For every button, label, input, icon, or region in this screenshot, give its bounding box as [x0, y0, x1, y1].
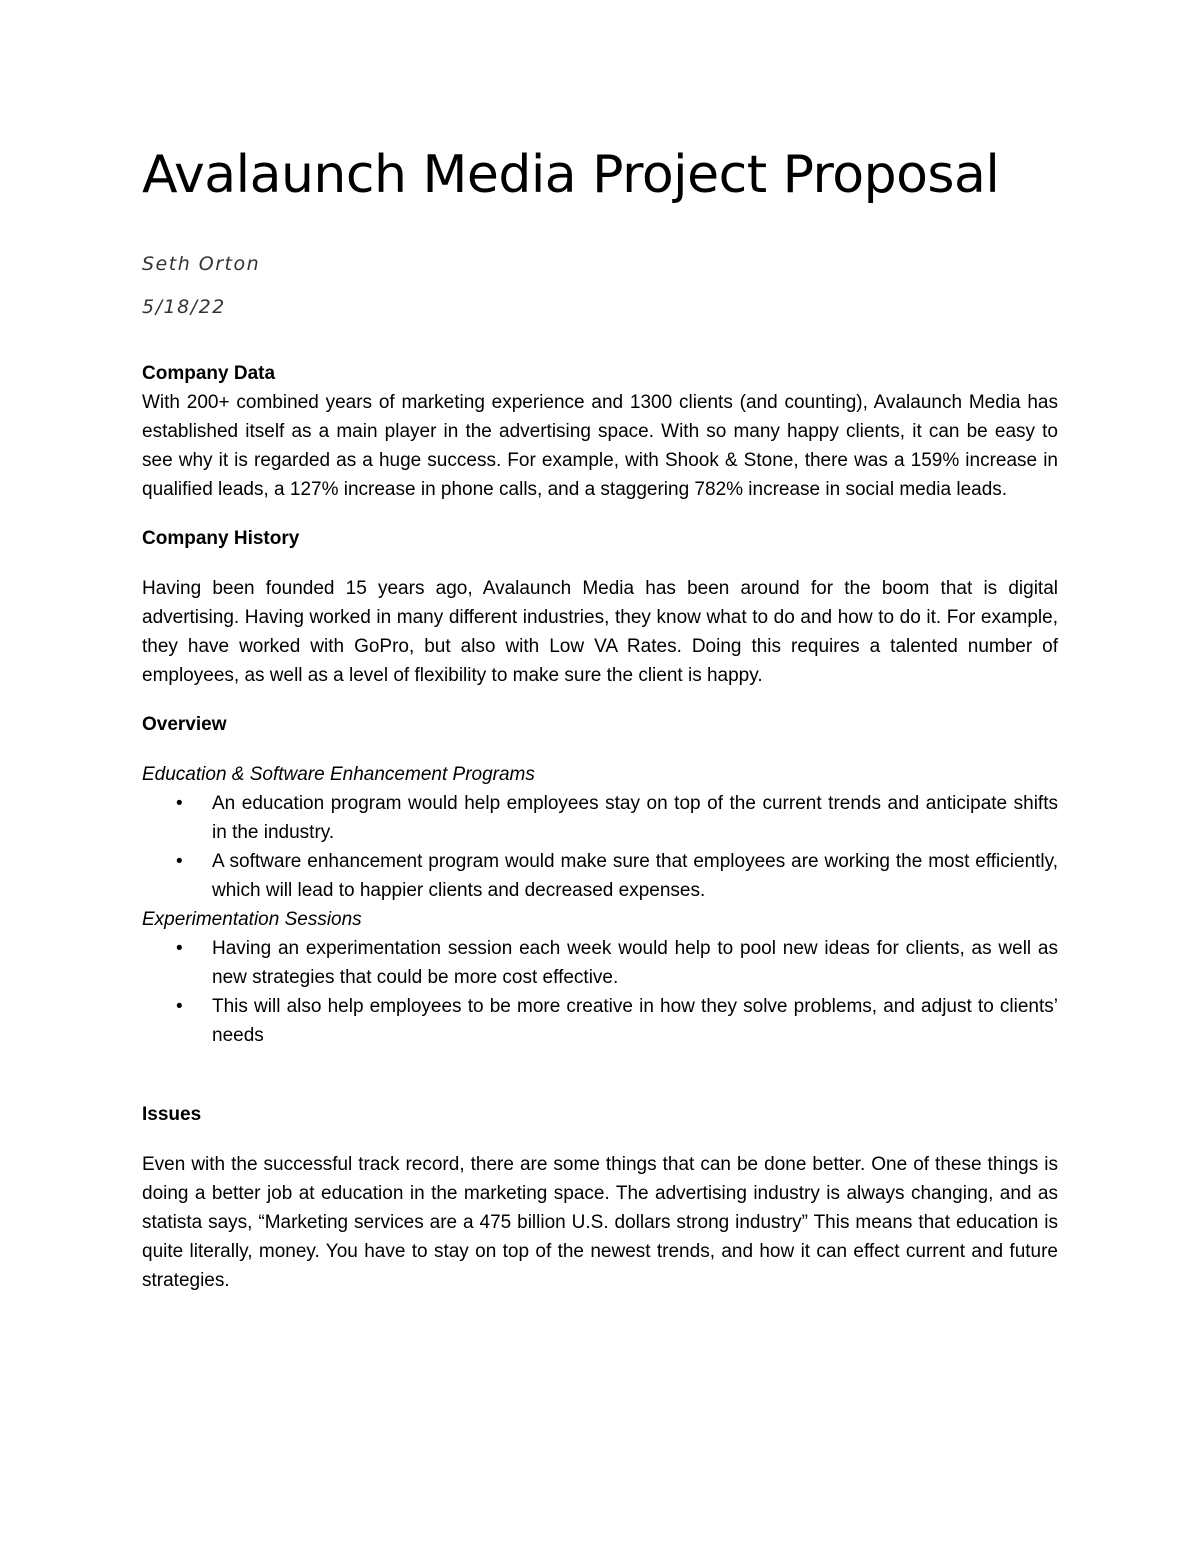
section-heading: Overview: [142, 714, 227, 735]
document-author: Seth Orton: [142, 253, 261, 275]
bullet-icon: •: [176, 851, 183, 872]
bullet-icon: •: [176, 938, 183, 959]
list-item-text: Having an experimentation session each week would help to pool new ideas for clients, as well as new strategies that could be more cost effective.: [212, 938, 1058, 988]
document-date: 5/18/22: [142, 296, 226, 318]
list-item-text: This will also help employees to be more creative in how they solve problems, and adjust to clients’ needs: [212, 996, 1058, 1046]
bullet-icon: •: [176, 996, 183, 1017]
section-overview: [142, 710, 1058, 1050]
section-issues: [142, 1100, 1058, 1295]
bullet-list: [142, 789, 1058, 905]
list-item-text: An education program would help employees stay on top of the current trends and anticipate shifts in the industry.: [212, 793, 1058, 843]
section-company-data: [142, 359, 1058, 504]
section-paragraph: With 200+ combined years of marketing experience and 1300 clients (and counting), Avalaunch Media has established itself as a main player in the advertising space. With so many happy clients, it can be easy to see why it is regarded as a huge success. For example, with Shook & Stone, there was a 159% increase in qualified leads, a 127% increase in phone calls, and a staggering 782% increase in social media leads.: [142, 392, 1058, 500]
document-page: [142, 140, 1058, 1295]
list-item-text: A software enhancement program would make sure that employees are working the most efficiently, which will lead to happier clients and decreased expenses.: [212, 851, 1058, 901]
overview-subheading: Education & Software Enhancement Programs: [142, 764, 535, 785]
section-heading: Issues: [142, 1104, 202, 1125]
document-title: Avalaunch Media Project Proposal: [142, 145, 1000, 205]
section-paragraph: Even with the successful track record, there are some things that can be done better. One of these things is doing a better job at education in the marketing space. The advertising industry is always changing, and as statista says, “Marketing services are a 475 billion U.S. dollars strong industry” This means that education is quite literally, money. You have to stay on top of the newest trends, and how it can effect current and future strategies.: [142, 1154, 1058, 1291]
bullet-icon: •: [176, 793, 183, 814]
overview-subheading: Experimentation Sessions: [142, 909, 362, 930]
list-item: [176, 992, 1058, 1050]
section-heading: Company History: [142, 528, 300, 549]
section-heading: Company Data: [142, 363, 276, 384]
bullet-list: [142, 934, 1058, 1050]
list-item: [176, 934, 1058, 992]
section-paragraph: Having been founded 15 years ago, Avalaunch Media has been around for the boom that is digital advertising. Having worked in many different industries, they know what to do and how to do it. For example, they have worked with GoPro, but also with Low VA Rates. Doing this requires a talented number of employees, as well as a level of flexibility to make sure the client is happy.: [142, 578, 1058, 686]
list-item: [176, 847, 1058, 905]
list-item: [176, 789, 1058, 847]
section-company-history: [142, 524, 1058, 690]
